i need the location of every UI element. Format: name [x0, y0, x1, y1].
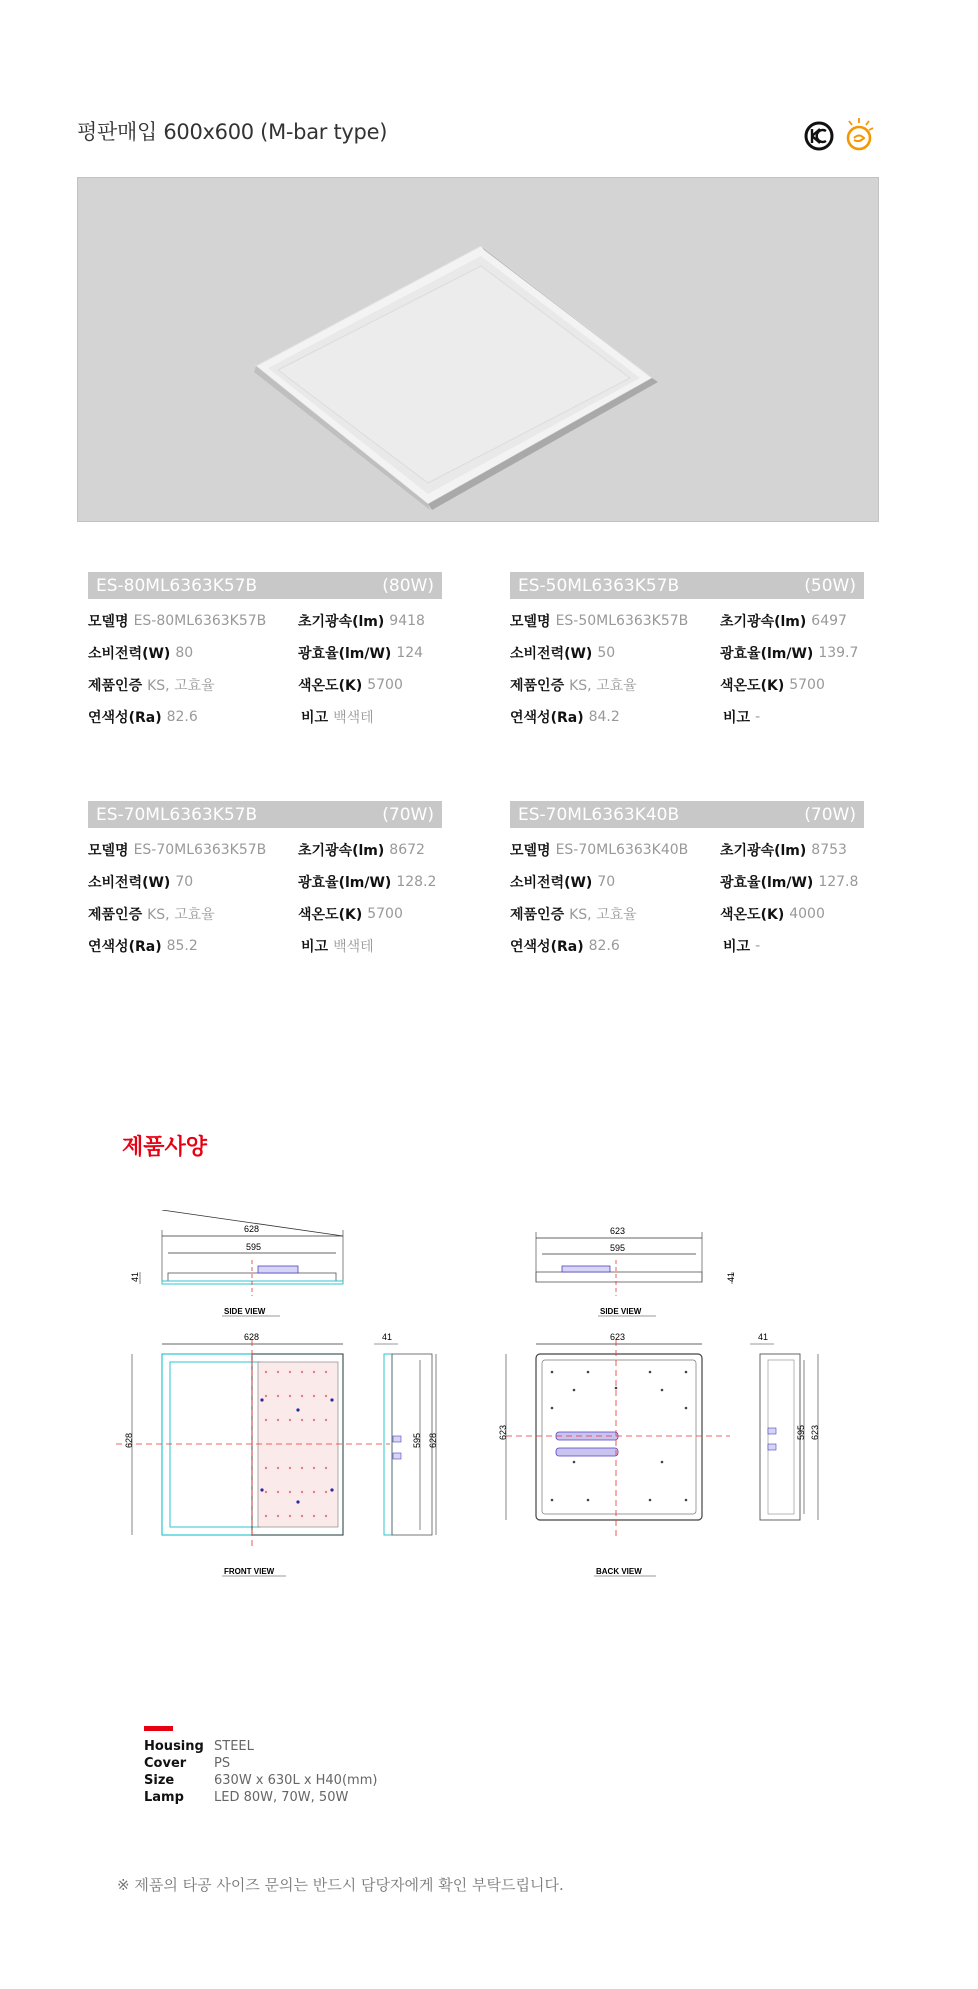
- dim-label: 628: [244, 1224, 260, 1234]
- view-label: SIDE VIEW: [224, 1307, 266, 1316]
- spec-watt-tag: (70W): [804, 804, 856, 825]
- dim-label: 41: [382, 1332, 393, 1342]
- spec-watt-tag: (70W): [382, 804, 434, 825]
- spec-model-code: ES-80ML6363K57B: [96, 575, 258, 596]
- spec-cert: 제품인증 KS, 고효율: [88, 678, 215, 694]
- spec-efficacy: 광효율(lm/W) 139.7: [720, 645, 859, 662]
- view-label: FRONT VIEW: [224, 1567, 275, 1576]
- spec-lumen: 초기광속(lm) 8753: [720, 842, 847, 859]
- front-side-profile: [374, 1332, 438, 1535]
- spec-card-3: [88, 801, 442, 962]
- material-row: Cover PS: [144, 1756, 231, 1771]
- spec-model: 모델명 ES-80ML6363K57B: [88, 613, 267, 630]
- dim-label: 628: [244, 1332, 260, 1342]
- view-label: BACK VIEW: [596, 1567, 642, 1576]
- spec-model: 모델명 ES-70ML6363K40B: [510, 842, 689, 859]
- spec-lumen: 초기광속(lm) 9418: [298, 613, 425, 630]
- side-view-left: [130, 1210, 343, 1316]
- spec-cri: 연색성(Ra) 82.6: [88, 709, 198, 726]
- spec-power: 소비전력(W) 50: [510, 645, 616, 662]
- spec-efficacy: 광효율(lm/W) 128.2: [298, 874, 437, 891]
- panel-light-illustration: [78, 178, 880, 523]
- page-title: 평판매입 600x600 (M-bar type): [77, 120, 388, 144]
- section-title: 제품사양: [122, 1135, 208, 1160]
- dim-label: 623: [610, 1332, 626, 1342]
- spec-cert: 제품인증 KS, 고효율: [510, 678, 637, 694]
- spec-cct: 색온도(K) 5700: [298, 677, 403, 694]
- spec-cert: 제품인증 KS, 고효율: [510, 907, 637, 923]
- spec-remark: 비고 백색테: [301, 710, 374, 726]
- cert-logos: [802, 114, 876, 156]
- spec-efficacy: 광효율(lm/W) 124: [298, 645, 424, 662]
- spec-cct: 색온도(K) 5700: [298, 906, 403, 923]
- spec-card-1: [88, 572, 442, 733]
- spec-cri: 연색성(Ra) 84.2: [510, 709, 620, 726]
- spec-power: 소비전력(W) 70: [510, 874, 616, 891]
- spec-header: [88, 572, 442, 599]
- dim-label: 41: [130, 1271, 140, 1282]
- spec-cert: 제품인증 KS, 고효율: [88, 907, 215, 923]
- dim-label: 41: [758, 1332, 769, 1342]
- spec-card-2: [510, 572, 864, 733]
- material-row: Lamp LED 80W, 70W, 50W: [144, 1790, 349, 1805]
- dim-label: 623: [810, 1424, 820, 1440]
- front-view: [116, 1332, 393, 1576]
- spec-header: [510, 801, 864, 828]
- footer-note: ※ 제품의 타공 사이즈 문의는 반드시 담당자에게 확인 부탁드립니다.: [117, 1876, 564, 1894]
- dim-label: 595: [610, 1243, 626, 1253]
- materials-list: [144, 1738, 377, 1806]
- material-row: Size 630W x 630L x H40(mm): [144, 1773, 378, 1788]
- back-view: [498, 1332, 730, 1576]
- spec-model-code: ES-50ML6363K57B: [518, 575, 680, 596]
- spec-remark: 비고 -: [723, 709, 761, 726]
- spec-cct: 색온도(K) 5700: [720, 677, 825, 694]
- spec-header: [88, 801, 442, 828]
- spec-model-code: ES-70ML6363K57B: [96, 804, 258, 825]
- dim-label: 595: [796, 1424, 806, 1440]
- technical-drawings: [110, 1210, 850, 1650]
- view-label: SIDE VIEW: [600, 1307, 642, 1316]
- product-image: [77, 177, 879, 522]
- high-efficiency-mark-icon: [848, 118, 873, 149]
- dim-label: 623: [610, 1226, 626, 1236]
- spec-watt-tag: (80W): [382, 575, 434, 596]
- spec-remark: 비고 백색테: [301, 939, 374, 955]
- spec-model: 모델명 ES-70ML6363K57B: [88, 842, 267, 859]
- dim-label: 628: [124, 1432, 134, 1448]
- dim-label: 623: [498, 1424, 508, 1440]
- spec-model: 모델명 ES-50ML6363K57B: [510, 613, 689, 630]
- spec-remark: 비고 -: [723, 938, 761, 955]
- side-view-right: [536, 1226, 736, 1316]
- dim-label: 41: [726, 1271, 736, 1282]
- spec-efficacy: 광효율(lm/W) 127.8: [720, 874, 859, 891]
- spec-card-4: [510, 801, 864, 962]
- dim-label: 628: [428, 1432, 438, 1448]
- spec-cri: 연색성(Ra) 82.6: [510, 938, 620, 955]
- spec-watt-tag: (50W): [804, 575, 856, 596]
- dim-label: 595: [246, 1242, 262, 1252]
- spec-model-code: ES-70ML6363K40B: [518, 804, 680, 825]
- back-side-profile: [750, 1332, 820, 1520]
- material-row: Housing STEEL: [144, 1739, 254, 1754]
- spec-cct: 색온도(K) 4000: [720, 906, 825, 923]
- spec-cri: 연색성(Ra) 85.2: [88, 938, 198, 955]
- spec-power: 소비전력(W) 70: [88, 874, 194, 891]
- spec-power: 소비전력(W) 80: [88, 645, 194, 662]
- spec-header: [510, 572, 864, 599]
- dim-label: 595: [412, 1432, 422, 1448]
- spec-lumen: 초기광속(lm) 8672: [298, 842, 425, 859]
- spec-lumen: 초기광속(lm) 6497: [720, 613, 847, 630]
- materials-accent-bar: [144, 1726, 173, 1731]
- kc-mark-icon: [806, 123, 832, 149]
